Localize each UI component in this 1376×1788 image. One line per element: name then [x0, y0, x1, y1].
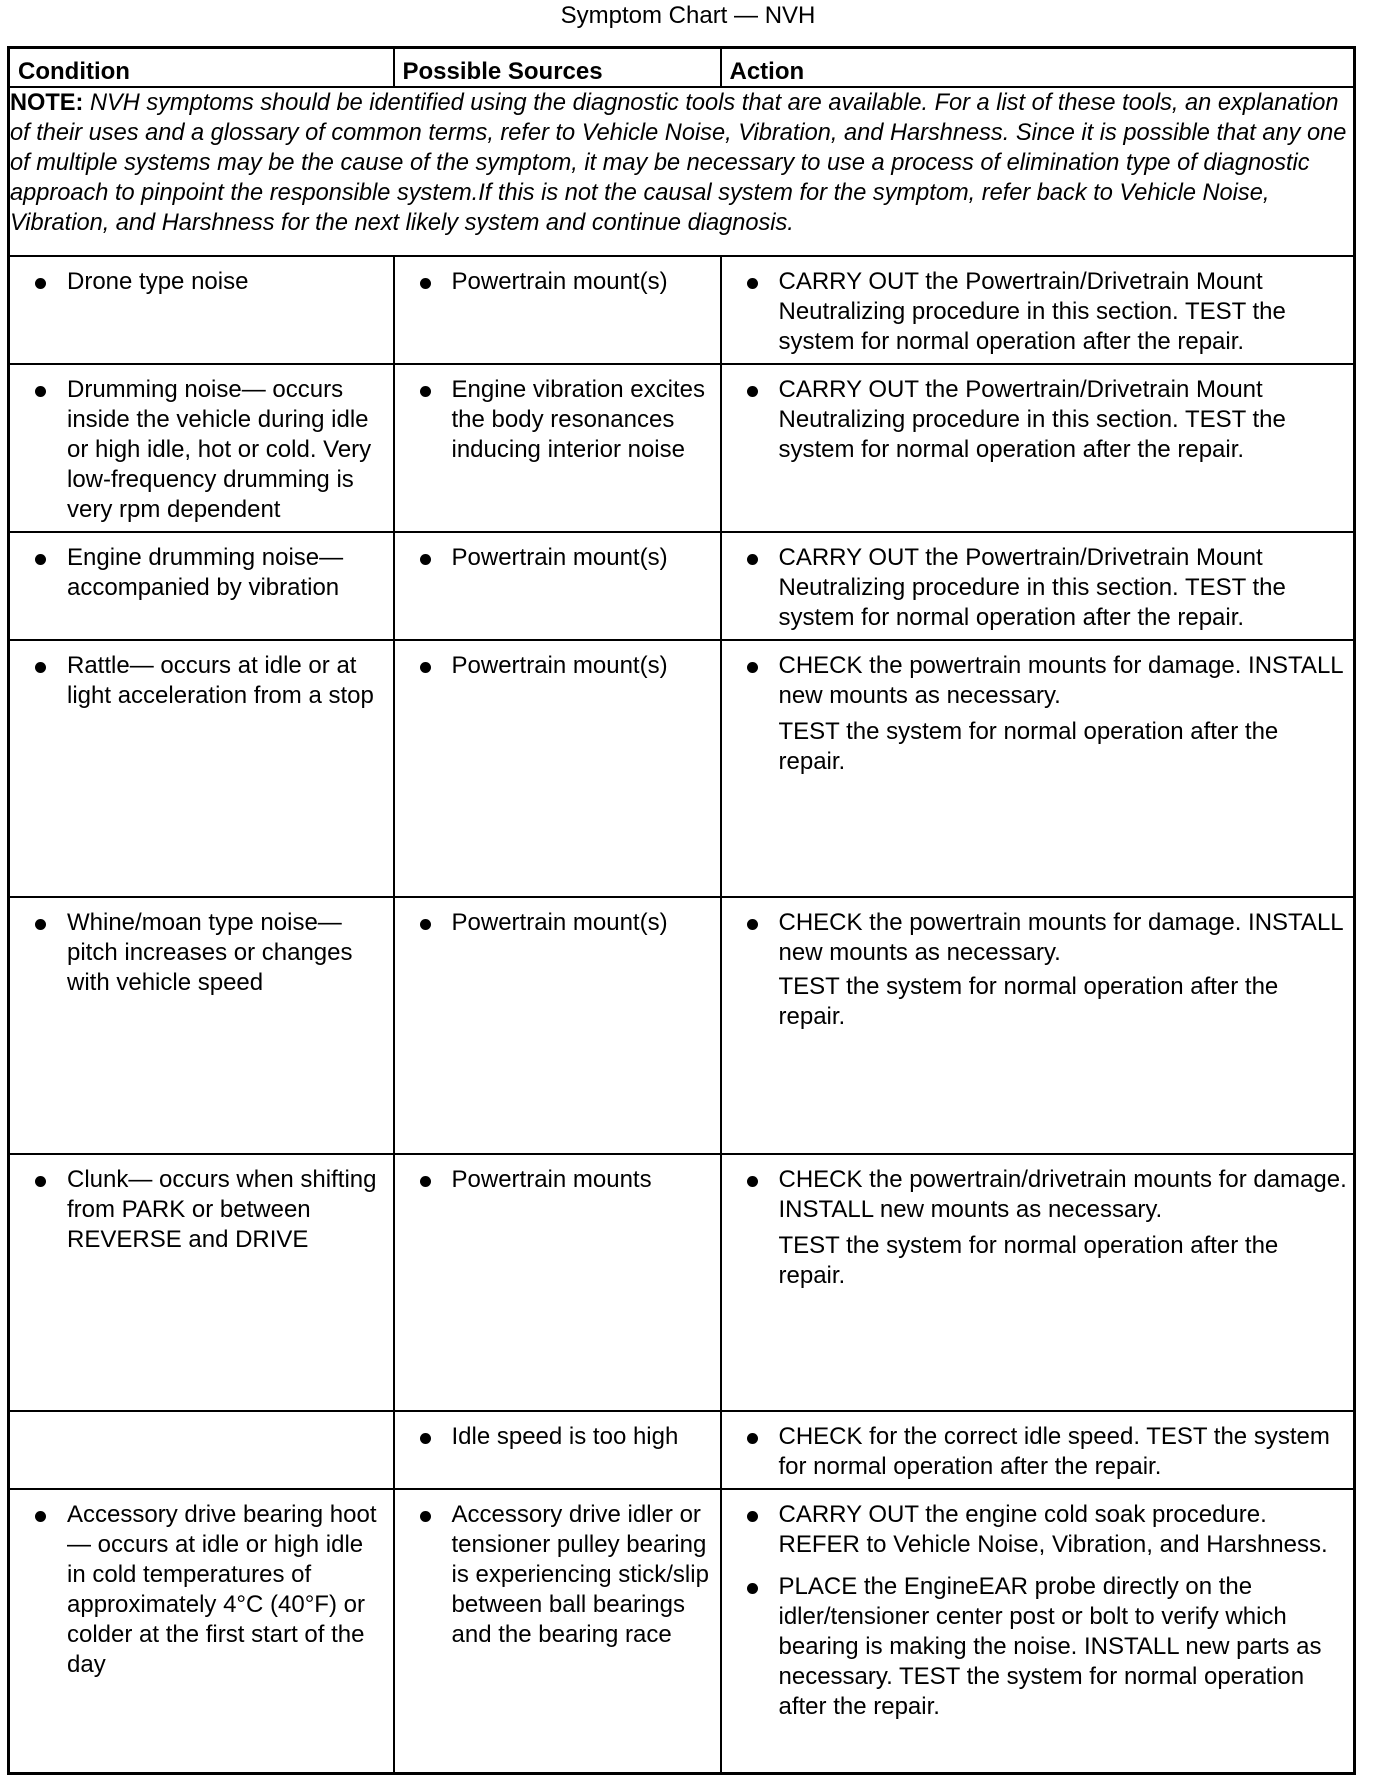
- source-item: Powertrain mount(s): [413, 543, 714, 573]
- action-item: [740, 908, 1348, 1032]
- condition-item: Drumming noise— occurs inside the vehicle during idle or high idle, hot or cold. Very low-frequency drumming is very rpm dependent: [28, 375, 387, 525]
- source-item: Engine vibration excites the body resonances inducing interior noise: [413, 375, 714, 465]
- condition-cell: [9, 1489, 394, 1773]
- action-test-text: TEST the system for normal operation after the repair.: [778, 1232, 1279, 1289]
- action-text: CHECK the powertrain mounts for damage. INSTALL new mounts as necessary.: [778, 909, 1343, 966]
- action-text: CHECK the powertrain/drivetrain mounts for damage. INSTALL new mounts as necessary.: [778, 1166, 1347, 1223]
- action-cell: [721, 1489, 1355, 1773]
- table-row: [9, 1411, 1355, 1489]
- source-cell: [394, 532, 721, 640]
- condition-cell-empty: [9, 1411, 394, 1489]
- condition-cell: [9, 256, 394, 364]
- action-test-text: TEST the system for normal operation after the repair.: [778, 973, 1279, 1030]
- action-text: CHECK the powertrain mounts for damage. INSTALL new mounts as necessary.: [778, 652, 1343, 709]
- header-action: Action: [721, 48, 1355, 88]
- condition-item: Whine/moan type noise— pitch increases or changes with vehicle speed: [28, 908, 387, 998]
- action-cell: [721, 1154, 1355, 1411]
- source-item: Powertrain mount(s): [413, 908, 714, 938]
- condition-item: Accessory drive bearing hoot— occurs at idle or high idle in cold temperatures of approximately 4°C (40°F) or colder at the first start of the day: [28, 1500, 387, 1680]
- condition-cell: [9, 532, 394, 640]
- condition-item: Rattle— occurs at idle or at light acceleration from a stop: [28, 651, 387, 711]
- header-possible-sources: Possible Sources: [394, 48, 721, 88]
- action-cell: [721, 532, 1355, 640]
- note-row: [9, 87, 1355, 256]
- action-test-text: TEST the system for normal operation after the repair.: [778, 718, 1279, 775]
- action-cell: [721, 364, 1355, 532]
- action-cell: [721, 256, 1355, 364]
- source-cell: [394, 1411, 721, 1489]
- table-row: [9, 640, 1355, 897]
- table-row: [9, 1489, 1355, 1773]
- action-cell: [721, 640, 1355, 897]
- symptom-chart-table: [7, 46, 1356, 1775]
- action-item: [740, 1165, 1348, 1291]
- page-title: Symptom Chart — NVH: [560, 2, 816, 29]
- table-row: [9, 364, 1355, 532]
- condition-item: Clunk— occurs when shifting from PARK or between REVERSE and DRIVE: [28, 1165, 387, 1255]
- action-item: PLACE the EngineEAR probe directly on the idler/tensioner center post or bolt to verify which bearing is making the noise. INSTALL new parts as necessary. TEST the system for normal operation after the repair.: [740, 1572, 1348, 1722]
- condition-cell: [9, 897, 394, 1154]
- source-cell: [394, 256, 721, 364]
- source-cell: [394, 364, 721, 532]
- action-item: CARRY OUT the Powertrain/Drivetrain Mount Neutralizing procedure in this section. TEST the system for normal operation after the repair.: [740, 375, 1348, 465]
- action-cell: [721, 1411, 1355, 1489]
- action-item: [740, 651, 1348, 777]
- source-item: Powertrain mount(s): [413, 651, 714, 681]
- source-item: Powertrain mounts: [413, 1165, 714, 1195]
- header-condition: Condition: [9, 48, 394, 88]
- source-cell: [394, 1154, 721, 1411]
- table-row: [9, 897, 1355, 1154]
- table-row: [9, 256, 1355, 364]
- condition-item: Engine drumming noise— accompanied by vibration: [28, 543, 387, 603]
- note-label: NOTE:: [10, 90, 84, 116]
- table-row: [9, 1154, 1355, 1411]
- action-item: CARRY OUT the Powertrain/Drivetrain Mount Neutralizing procedure in this section. TEST the system for normal operation after the repair.: [740, 543, 1348, 633]
- note-cell: [9, 87, 1355, 256]
- action-cell: [721, 897, 1355, 1154]
- source-cell: [394, 1489, 721, 1773]
- action-item: CARRY OUT the Powertrain/Drivetrain Mount Neutralizing procedure in this section. TEST the system for normal operation after the repair.: [740, 267, 1348, 357]
- source-item: Idle speed is too high: [413, 1422, 714, 1452]
- header-row: [9, 48, 1355, 88]
- source-cell: [394, 640, 721, 897]
- source-cell: [394, 897, 721, 1154]
- note-text: NVH symptoms should be identified using the diagnostic tools that are available. For a list of these tools, an explanation of their uses and a glossary of common terms, refer to Vehicle Noise, Vibration, and Harshness. Since it is possible that any one of multiple systems may be the cause of the symptom, it may be necessary to use a process of elimination type of diagnostic approach to pinpoint the responsible system.If this is not the causal system for the symptom, refer back to Vehicle Noise, Vibration, and Harshness for the next likely system and continue diagnosis.: [10, 90, 1347, 236]
- condition-cell: [9, 640, 394, 897]
- action-item: CHECK for the correct idle speed. TEST the system for normal operation after the repair.: [740, 1422, 1348, 1482]
- source-item: Accessory drive idler or tensioner pulley bearing is experiencing stick/slip between ball bearings and the bearing race: [413, 1500, 714, 1650]
- source-item: Powertrain mount(s): [413, 267, 714, 297]
- condition-cell: [9, 364, 394, 532]
- condition-item: Drone type noise: [28, 267, 387, 297]
- table-row: [9, 532, 1355, 640]
- condition-cell: [9, 1154, 394, 1411]
- action-item: CARRY OUT the engine cold soak procedure. REFER to Vehicle Noise, Vibration, and Harshness.: [740, 1500, 1348, 1560]
